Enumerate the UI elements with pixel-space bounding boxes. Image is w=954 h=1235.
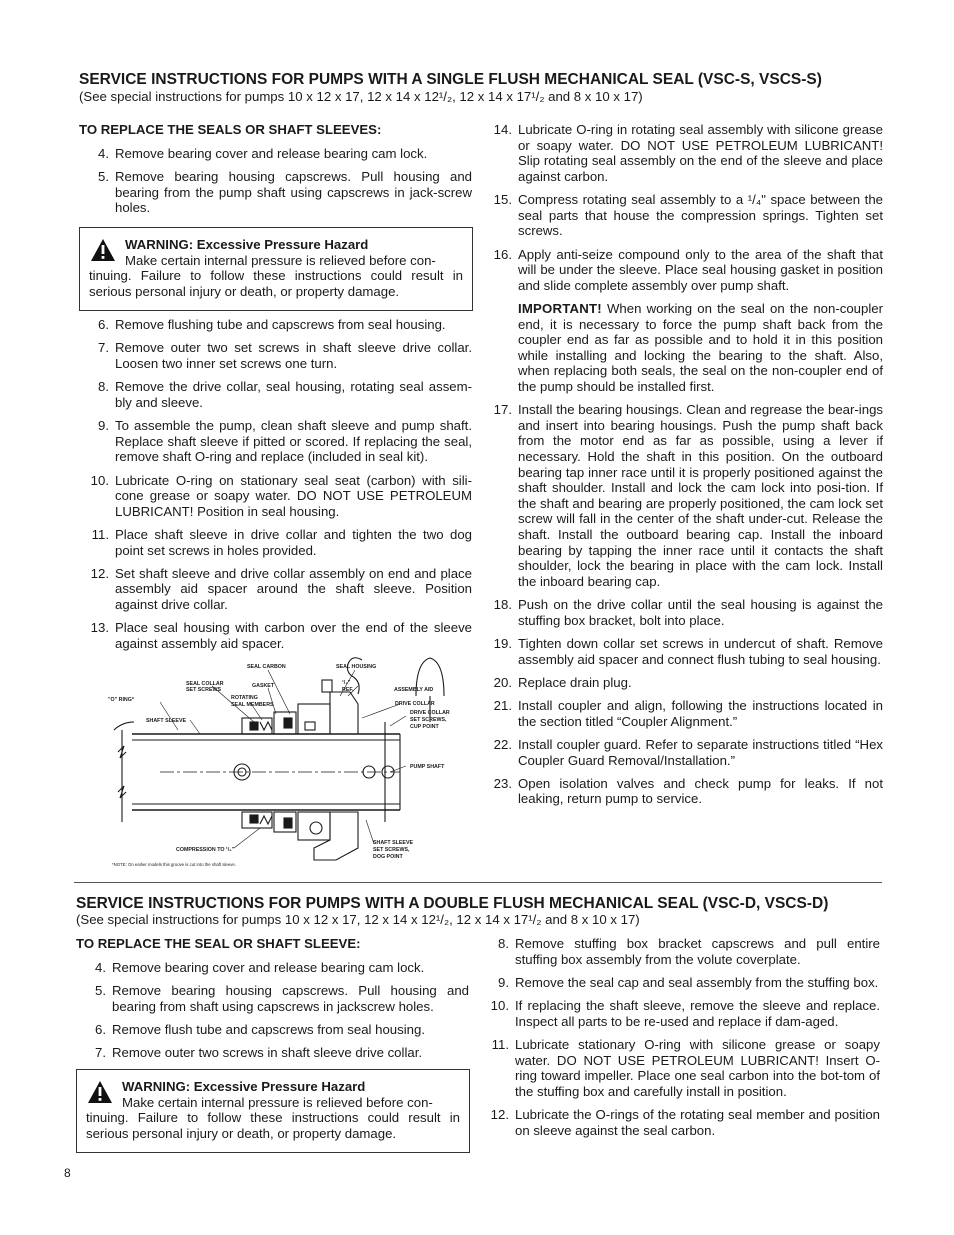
list-item: 22. Install coupler guard. Refer to separate instructions titled “Hex Coupler Guard Removal/Installation.”: [493, 736, 883, 768]
section2-steps-a: [84, 960, 469, 1061]
list-item: 21. Install coupler and align, following the instructions located in the section titled “Coupler Alignment.”: [493, 698, 883, 729]
list-item: 6. Remove flushing tube and capscrews from seal housing.: [98, 317, 446, 332]
label-shaft-sleeve: SHAFT SLEEVE: [146, 718, 187, 724]
label-ss-set-screws-2: SET SCREWS,: [373, 847, 410, 853]
section1-subheading: TO REPLACE THE SEALS OR SHAFT SLEEVES:: [79, 122, 382, 137]
warning-text: tinuing. Failure to follow these instructions could result in serious personal injury or death, or property damage.: [86, 1110, 460, 1141]
section-divider: [74, 882, 882, 883]
list-item: 10. If replacing the shaft sleeve, remove the sleeve and replace. Inspect all parts to be re-used and replace if dam-aged.: [490, 998, 880, 1029]
page-number: 8: [64, 1166, 71, 1180]
section1-subtitle: (See special instructions for pumps 10 x 12 x 17, 12 x 14 x 12¹/₂, 12 x 14 x 17¹/₂ and 8 x 10 x 17): [79, 89, 643, 104]
section2-warning-box: [76, 1069, 470, 1153]
list-item: 20. Replace drain plug.: [493, 674, 632, 690]
label-ss-set-screws-3: DOG POINT: [373, 854, 403, 860]
warning-icon: [87, 1080, 113, 1104]
label-assembly-aid: ASSEMBLY AID: [394, 687, 434, 693]
list-item: 10. Lubricate O-ring on stationary seal seat (carbon) with sili-cone grease or soapy water. DO NOT USE PETROLEUM LUBRICANT! Position in seal housing.: [90, 472, 472, 519]
list-item: 14. Lubricate O-ring in rotating seal assembly with silicone grease or soapy water. DO NOT USE PETROLEUM LUBRICANT! Slip rotating seal assembly on the end of the sleeve and place against carbon.: [493, 122, 883, 184]
label-seal-housing: SEAL HOUSING: [336, 664, 377, 670]
warning-line1: Make certain internal pressure is relieved before con-: [125, 252, 436, 268]
list-item: 19. Tighten down collar set screws in undercut of shaft. Remove assembly aid spacer and connect flush tubing to seal housing.: [493, 635, 883, 667]
label-dc-set-screws-2: SET SCREWS,: [410, 717, 447, 723]
list-item: 15. Compress rotating seal assembly to a ¹/₄" space between the seal parts that house the compression springs. Tighten set screws.: [493, 192, 883, 239]
section1-left-column-b: [87, 317, 472, 659]
label-dc-set-screws-3: CUP POINT: [410, 724, 439, 730]
list-item: 11. Lubricate stationary O-ring with silicone grease or soapy water. DO NOT USE PETROLEUM LUBRICANT! Insert O-ring toward impeller. Place one seal carbon into the bot-tom of the stuffing box and carefully install in position.: [491, 1037, 880, 1099]
section2-right-column: [487, 936, 880, 1146]
label-compression: COMPRESSION TO ¹/₄": [176, 847, 235, 853]
label-drive-collar: DRIVE COLLAR: [395, 701, 435, 707]
important-label: IMPORTANT!: [518, 301, 602, 316]
section2-subtitle: (See special instructions for pumps 10 x 12 x 17, 12 x 14 x 12¹/₂, 12 x 14 x 17¹/₂ and 8 x 10 x 17): [76, 912, 640, 927]
warning-text: tinuing. Failure to follow these instructions could result in serious personal injury or death, or property damage.: [89, 268, 463, 299]
section1-steps-c2: [490, 402, 883, 807]
section1-title: SERVICE INSTRUCTIONS FOR PUMPS WITH A SINGLE FLUSH MECHANICAL SEAL (VSC-S, VSCS-S): [79, 71, 822, 88]
label-rotating: ROTATING: [231, 695, 258, 701]
section2-steps-b: [487, 936, 880, 1138]
diagram-note: *NOTE: On earlier models this groove is cut into the shaft sleeve.: [112, 862, 236, 867]
list-item: 5. Remove bearing housing capscrews. Pull housing and bearing from the pump shaft using capscrews in jack-screw holes.: [98, 169, 472, 216]
label-seal-carbon: SEAL CARBON: [247, 664, 286, 670]
seal-diagram: [100, 652, 475, 870]
label-ss-set-screws: SHAFT SLEEVE: [373, 840, 414, 846]
list-item: 8. Remove stuffing box bracket capscrews and pull entire stuffing box assembly from the volute coverplate.: [498, 936, 880, 967]
label-gasket: GASKET: [252, 683, 275, 689]
list-item: 12. Set shaft sleeve and drive collar assembly on end and place assembly aid spacer around the shaft sleeve. Position against drive collar.: [90, 565, 472, 613]
label-o-ring: "O" RING*: [108, 697, 134, 703]
section2-subheading: TO REPLACE THE SEAL OR SHAFT SLEEVE:: [76, 936, 361, 951]
label-seal-collar-2: SET SCREWS: [186, 687, 222, 693]
list-item: 6. Remove flush tube and capscrews from seal housing.: [95, 1022, 425, 1038]
list-item: 7. Remove outer two screws in shaft sleeve drive collar.: [95, 1045, 423, 1061]
list-item: 23. Open isolation valves and check pump for leaks. If not leaking, return pump to service.: [493, 775, 883, 807]
label-quarter-ref-2: REF.: [342, 687, 354, 693]
list-item: 11. Place shaft sleeve in drive collar and tighten the two dog point set screws in holes provided.: [91, 526, 472, 558]
section1-warning-box: [79, 227, 473, 311]
list-item: 12. Lubricate the O-rings of the rotating seal member and position on sleeve against the seal carbon.: [490, 1107, 880, 1138]
section2-title: SERVICE INSTRUCTIONS FOR PUMPS WITH A DOUBLE FLUSH MECHANICAL SEAL (VSC-D, VSCS-D): [76, 895, 829, 912]
warning-title: WARNING: Excessive Pressure Hazard: [122, 1079, 366, 1094]
list-item: 17. Install the bearing housings. Clean and regrease the bear-ings and insert into bearing housings. Push the pump shaft back from the motor end as far as possible, using a lever if necessary. Hold the shaft in this position. On the outboard bearing tap inner race until it is properly positioned against the shaft shoulder. Install and lock the cam lock into posi-tion. If the shaft and bearing are properly positioned, the cam lock set screw will fall in the center of the shaft under-cut. Release the shaft. Install the outboard bearing cap. Install the inboard bearing by tapping the inner race until it contacts the shaft shoulder, lock the bearing in place with the cam lock. Install the inboard bearing cap.: [493, 402, 883, 589]
section1-steps-a: [87, 146, 472, 216]
list-item: 16. Apply anti-seize compound only to the area of the shaft that will be under the sleeve. Place seal housing gasket in position and slide complete assembly over pump shaft.: [493, 246, 883, 293]
section1-right-column: [490, 122, 883, 815]
list-item: 4. Remove bearing cover and release bearing cam lock.: [95, 960, 425, 975]
label-seal-collar: SEAL COLLAR: [186, 681, 224, 687]
list-item: 7. Remove outer two set screws in shaft sleeve drive collar. Loosen two inner set screws one turn.: [98, 340, 472, 371]
important-note: IMPORTANT! When working on the seal on the non-coupler end, it is necessary to force the pump shaft back from the coupler end as far as possible and to hold it in this position while installing and locking the bearing to the shaft. Also, when replacing both seals, the seal on the non-coupler end of the pump should be installed first.: [518, 301, 883, 394]
warning-title: WARNING: Excessive Pressure Hazard: [125, 237, 369, 252]
list-item: 8. Remove the drive collar, seal housing, rotating seal assem-bly and sleeve.: [98, 379, 472, 410]
label-dc-set-screws: DRIVE COLLAR: [410, 710, 450, 716]
list-item: 5. Remove bearing housing capscrews. Pull housing and bearing from shaft using capscrews in jackscrew holes.: [95, 983, 469, 1014]
list-item: 9. To assemble the pump, clean shaft sleeve and pump shaft. Replace shaft sleeve if pitted or scored. If replacing the seal, remove shaft O-ring and replace (included in seal kit).: [98, 418, 472, 465]
warning-icon: [90, 238, 116, 262]
section2-left-column: [76, 936, 469, 1069]
list-item: 13. Place seal housing with carbon over the end of the sleeve against assembly aid spacer.: [90, 620, 472, 651]
list-item: 18. Push on the drive collar until the seal housing is against the stuffing box bracket, bolt into place.: [493, 597, 883, 628]
label-quarter-ref: ¹/₄": [342, 680, 351, 686]
section1-steps-c1: [490, 122, 883, 293]
label-rotating-2: SEAL MEMBERS: [231, 702, 274, 708]
section1-left-column: [79, 122, 472, 224]
list-item: 4. Remove bearing cover and release bearing cam lock.: [98, 146, 428, 161]
warning-line1: Make certain internal pressure is relieved before con-: [122, 1094, 433, 1110]
label-pump-shaft: PUMP SHAFT: [410, 764, 445, 770]
list-item: 9. Remove the seal cap and seal assembly from the stuffing box.: [498, 974, 879, 990]
section1-steps-b: [87, 317, 472, 652]
